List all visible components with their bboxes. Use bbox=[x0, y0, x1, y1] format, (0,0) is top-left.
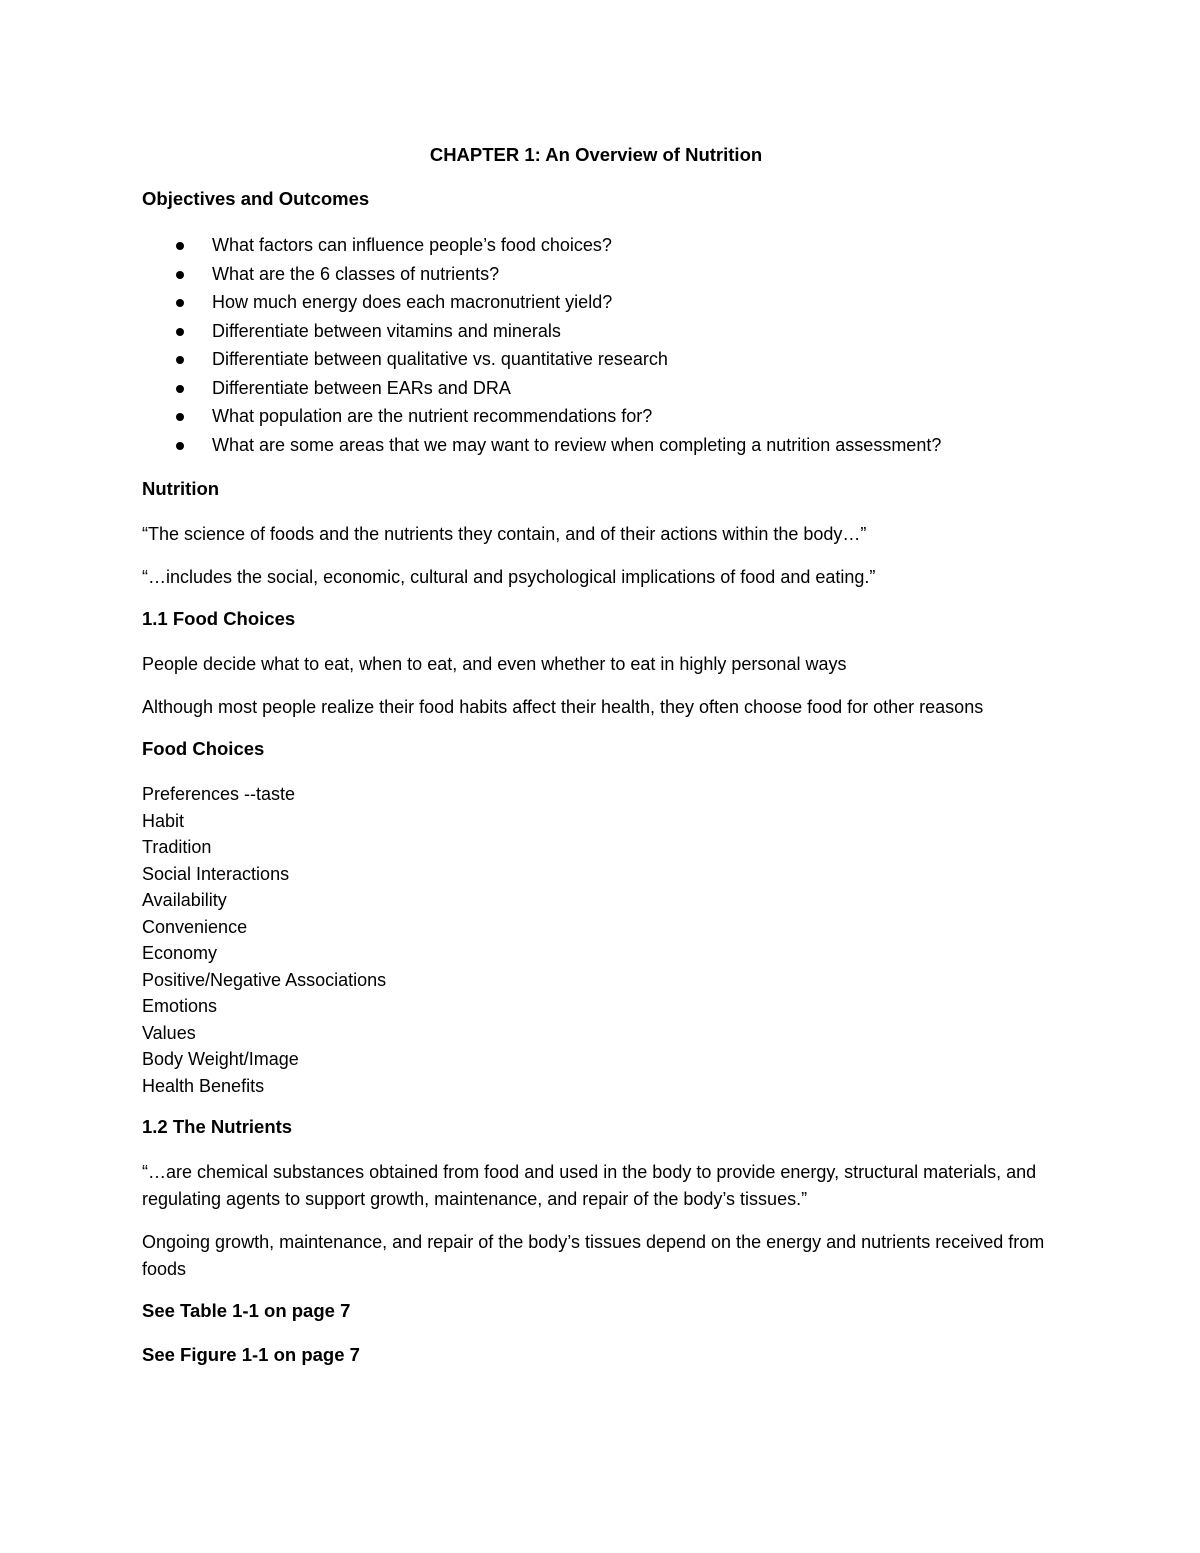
nutrients-section-heading: 1.2 The Nutrients bbox=[142, 1116, 293, 1137]
bullet-icon bbox=[176, 385, 184, 393]
nutrients-paragraph-2: Ongoing growth, maintenance, and repair of the body’s tissues depend on the energy and nutrients received from foods bbox=[142, 1232, 1045, 1279]
nutrients-paragraph-1: “…are chemical substances obtained from food and used in the body to provide energy, structural materials, and regulating agents to support growth, maintenance, and repair of the body’s tissues.” bbox=[142, 1162, 1037, 1209]
list-item: Social Interactions bbox=[142, 863, 290, 884]
list-item: Values bbox=[142, 1022, 196, 1043]
objective-text: Differentiate between vitamins and minerals bbox=[212, 320, 561, 341]
nutrition-quote-2: “…includes the social, economic, cultural and psychological implications of food and eating.” bbox=[142, 567, 876, 587]
objective-text: Differentiate between qualitative vs. quantitative research bbox=[212, 349, 668, 369]
objective-item bbox=[142, 317, 1050, 346]
objectives-list bbox=[142, 231, 1050, 459]
bullet-icon bbox=[176, 328, 184, 336]
food-choices-list-heading: Food Choices bbox=[142, 738, 265, 759]
food-choices-paragraph-2: Although most people realize their food habits affect their health, they often choose food for other reasons bbox=[142, 697, 984, 717]
objective-item bbox=[142, 345, 1050, 374]
nutrition-heading: Nutrition bbox=[142, 478, 220, 499]
list-item: Economy bbox=[142, 943, 218, 963]
food-choices-list bbox=[142, 781, 1050, 1099]
list-item: Preferences --taste bbox=[142, 784, 296, 804]
objective-text: What are the 6 classes of nutrients? bbox=[212, 263, 500, 284]
bullet-icon bbox=[176, 356, 184, 364]
chapter-title: CHAPTER 1: An Overview of Nutrition bbox=[429, 144, 763, 165]
bullet-icon bbox=[176, 271, 184, 279]
bullet-icon bbox=[176, 299, 184, 307]
list-item: Emotions bbox=[142, 996, 218, 1016]
list-item: Body Weight/Image bbox=[142, 1049, 299, 1069]
objective-item bbox=[142, 374, 1050, 403]
objective-item bbox=[142, 431, 1050, 460]
figure-reference: See Figure 1-1 on page 7 bbox=[142, 1344, 360, 1365]
objective-item bbox=[142, 260, 1050, 289]
objective-item bbox=[142, 288, 1050, 317]
objective-text: What factors can influence people’s food choices? bbox=[212, 235, 612, 255]
objective-text: What are some areas that we may want to review when completing a nutrition assessment? bbox=[212, 434, 942, 455]
list-item: Convenience bbox=[142, 916, 248, 937]
objective-text: How much energy does each macronutrient yield? bbox=[212, 292, 613, 312]
objective-item bbox=[142, 231, 1050, 260]
food-choices-paragraph-1: People decide what to eat, when to eat, and even whether to eat in highly personal ways bbox=[142, 654, 847, 674]
objective-text: What population are the nutrient recommendations for? bbox=[212, 406, 653, 426]
list-item: Positive/Negative Associations bbox=[142, 969, 387, 990]
objectives-heading: Objectives and Outcomes bbox=[142, 188, 370, 209]
list-item: Availability bbox=[142, 890, 227, 910]
food-choices-section-heading: 1.1 Food Choices bbox=[142, 608, 296, 629]
list-item: Health Benefits bbox=[142, 1075, 265, 1096]
objective-text: Differentiate between EARs and DRA bbox=[212, 377, 511, 398]
bullet-icon bbox=[176, 442, 184, 450]
list-item: Habit bbox=[142, 810, 185, 831]
objective-item bbox=[142, 402, 1050, 431]
nutrition-quote-1: “The science of foods and the nutrients they contain, and of their actions within the body…” bbox=[142, 524, 867, 544]
bullet-icon bbox=[176, 242, 184, 250]
table-reference: See Table 1-1 on page 7 bbox=[142, 1300, 351, 1321]
list-item: Tradition bbox=[142, 837, 212, 857]
bullet-icon bbox=[176, 413, 184, 421]
